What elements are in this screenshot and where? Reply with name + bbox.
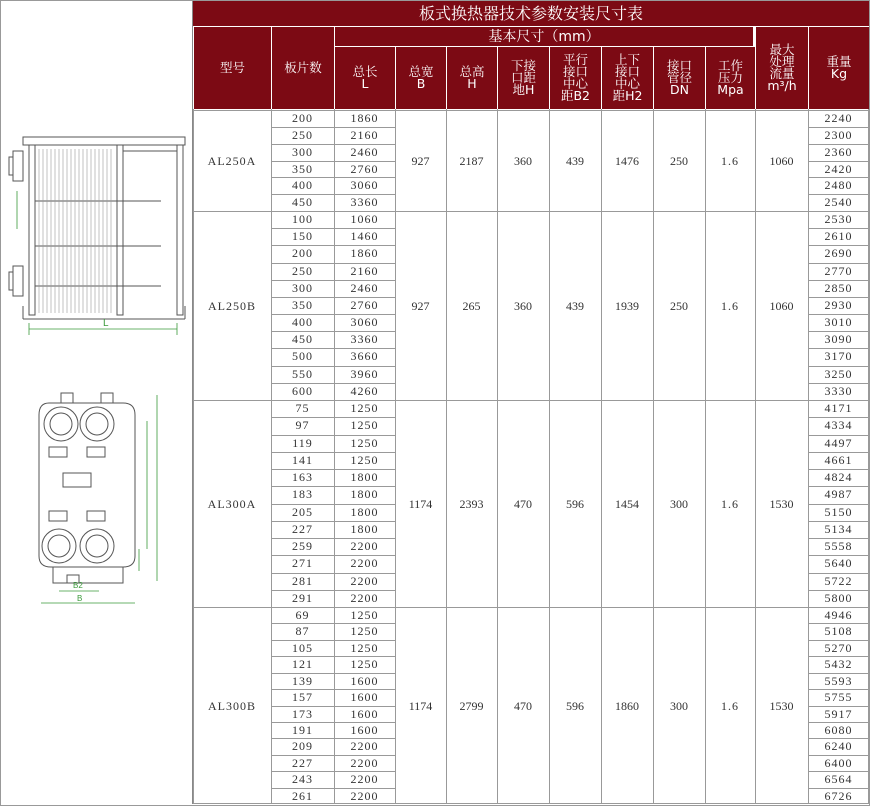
cell-weight: 2930 bbox=[824, 297, 853, 312]
cell-L: 3960 bbox=[350, 366, 379, 381]
cell-L: 1250 bbox=[350, 452, 379, 467]
cell-L: 2200 bbox=[350, 556, 379, 571]
cell-plates: 87 bbox=[295, 624, 310, 639]
cell-L: 2200 bbox=[350, 788, 379, 803]
cell-L: 2200 bbox=[350, 590, 379, 605]
header-B: 总宽 B bbox=[395, 47, 446, 109]
cell-plates: 97 bbox=[295, 418, 310, 433]
cell-L: 2460 bbox=[350, 280, 379, 295]
header-model: 型号 bbox=[193, 27, 271, 109]
cell-L: 2200 bbox=[350, 772, 379, 787]
cell-plates: 450 bbox=[292, 332, 313, 347]
cell-L: 2160 bbox=[350, 127, 379, 142]
cell-plates: 150 bbox=[292, 229, 313, 244]
cell-weight: 2300 bbox=[824, 127, 853, 142]
cell-weight: 2530 bbox=[824, 212, 853, 226]
cell-weight: 4661 bbox=[824, 452, 853, 467]
table-title: 板式换热器技术参数安装尺寸表 bbox=[193, 1, 869, 26]
cell-L: 1250 bbox=[350, 624, 379, 639]
header-pressure: 工作 压力 Mpa bbox=[705, 47, 755, 109]
cell-plates: 227 bbox=[292, 755, 313, 770]
cell-plates: 250 bbox=[292, 127, 313, 142]
cell-weight: 5800 bbox=[824, 590, 853, 605]
cell-plates: 300 bbox=[292, 280, 313, 295]
cell-B2: 439 bbox=[566, 298, 584, 313]
cell-weight: 5917 bbox=[824, 706, 853, 721]
cell-L: 1250 bbox=[350, 640, 379, 655]
cell-weight: 4987 bbox=[824, 487, 853, 502]
header-DN: 接口 管径 DN bbox=[653, 47, 705, 109]
cell-plates: 173 bbox=[292, 706, 313, 721]
cell-weight: 3010 bbox=[824, 315, 853, 330]
front-view-b2-label: B2 bbox=[73, 581, 83, 590]
cell-L: 2200 bbox=[350, 573, 379, 588]
subheader-basic-dimensions: 基本尺寸（mm） bbox=[334, 27, 753, 47]
cell-DN: 250 bbox=[670, 298, 688, 313]
cell-plates: 141 bbox=[292, 452, 313, 467]
cell-weight: 4334 bbox=[824, 418, 853, 433]
cell-plates: 350 bbox=[292, 297, 313, 312]
cell-pressure: 1.6 bbox=[721, 698, 739, 713]
cell-weight: 6240 bbox=[824, 739, 853, 754]
cell-plates: 105 bbox=[292, 640, 313, 655]
cell-model: AL300A bbox=[207, 496, 257, 511]
cell-weight: 4946 bbox=[824, 608, 853, 622]
cell-L: 1860 bbox=[350, 246, 379, 261]
cell-L: 1860 bbox=[350, 111, 379, 125]
cell-L: 3660 bbox=[350, 349, 379, 364]
cell-flow: 1060 bbox=[769, 298, 794, 313]
cell-plates: 157 bbox=[292, 690, 313, 705]
cell-weight: 2240 bbox=[824, 111, 853, 125]
cell-B2: 596 bbox=[566, 698, 584, 713]
cell-weight: 2850 bbox=[824, 280, 853, 295]
cell-weight: 2480 bbox=[824, 178, 853, 193]
cell-weight: 5640 bbox=[824, 556, 853, 571]
header-plates: 板片数 bbox=[271, 27, 334, 109]
cell-plates: 400 bbox=[292, 178, 313, 193]
cell-H: 2393 bbox=[459, 496, 484, 511]
cell-L: 1800 bbox=[350, 470, 379, 484]
cell-weight: 5108 bbox=[824, 624, 853, 639]
cell-plates: 281 bbox=[292, 573, 313, 588]
cell-L: 2460 bbox=[350, 144, 379, 159]
cell-model: AL250B bbox=[208, 298, 256, 313]
cell-weight: 6400 bbox=[824, 755, 853, 770]
cell-weight: 2540 bbox=[824, 195, 853, 210]
cell-H2: 1454 bbox=[615, 496, 639, 511]
cell-L: 1250 bbox=[350, 435, 379, 450]
header-bottom: 下接 口距 地H bbox=[497, 47, 549, 109]
cell-weight: 5150 bbox=[824, 504, 853, 519]
header-weight: 重量 Kg bbox=[808, 27, 869, 109]
cell-weight: 5755 bbox=[824, 690, 853, 705]
cell-L: 3360 bbox=[350, 195, 379, 210]
side-view-length-label: L bbox=[103, 318, 109, 329]
cell-plates: 261 bbox=[292, 788, 313, 803]
cell-plates: 100 bbox=[292, 212, 313, 226]
cell-weight: 5558 bbox=[824, 539, 853, 553]
cell-B: 927 bbox=[411, 153, 430, 168]
header-L: 总长 L bbox=[334, 47, 395, 109]
cell-plates: 600 bbox=[292, 383, 313, 398]
cell-pressure: 1.6 bbox=[721, 496, 739, 511]
cell-H2: 1476 bbox=[615, 153, 639, 168]
cell-bottom: 360 bbox=[514, 153, 532, 168]
cell-plates: 191 bbox=[292, 722, 313, 737]
cell-L: 3060 bbox=[350, 315, 379, 330]
cell-plates: 119 bbox=[292, 435, 313, 450]
cell-L: 1800 bbox=[350, 504, 379, 519]
cell-weight: 6726 bbox=[824, 788, 853, 803]
cell-pressure: 1.6 bbox=[721, 153, 739, 168]
cell-L: 1600 bbox=[350, 673, 379, 688]
cell-weight: 5134 bbox=[824, 521, 853, 536]
header-B2: 平行 接口 中心 距B2 bbox=[549, 47, 601, 109]
cell-weight: 2610 bbox=[824, 229, 853, 244]
cell-weight: 2360 bbox=[824, 144, 853, 159]
cell-L: 1250 bbox=[350, 418, 379, 433]
cell-model: AL300B bbox=[208, 698, 256, 713]
cell-plates: 75 bbox=[295, 401, 310, 415]
cell-bottom: 360 bbox=[514, 298, 532, 313]
cell-L: 1800 bbox=[350, 521, 379, 536]
cell-L: 2200 bbox=[350, 755, 379, 770]
cell-DN: 300 bbox=[670, 698, 688, 713]
cell-bottom: 470 bbox=[514, 698, 532, 713]
cell-plates: 205 bbox=[292, 504, 313, 519]
cell-plates: 300 bbox=[292, 144, 313, 159]
cell-weight: 2420 bbox=[824, 161, 853, 176]
cell-H: 265 bbox=[462, 298, 481, 313]
cell-weight: 2690 bbox=[824, 246, 853, 261]
cell-L: 1800 bbox=[350, 487, 379, 502]
cell-plates: 259 bbox=[292, 539, 313, 553]
cell-H: 2799 bbox=[459, 698, 484, 713]
cell-weight: 5722 bbox=[824, 573, 853, 588]
cell-pressure: 1.6 bbox=[721, 298, 739, 313]
cell-plates: 450 bbox=[292, 195, 313, 210]
cell-plates: 209 bbox=[292, 739, 313, 754]
cell-weight: 3090 bbox=[824, 332, 853, 347]
cell-plates: 163 bbox=[292, 470, 313, 484]
cell-plates: 250 bbox=[292, 263, 313, 278]
cell-L: 1250 bbox=[350, 608, 379, 622]
front-view-b-label: B bbox=[77, 594, 83, 603]
cell-B: 1174 bbox=[408, 496, 433, 511]
cell-L: 1060 bbox=[350, 212, 379, 226]
cell-plates: 69 bbox=[295, 608, 310, 622]
side-view-diagram bbox=[1, 1, 192, 361]
cell-plates: 227 bbox=[292, 521, 313, 536]
cell-weight: 3170 bbox=[824, 349, 853, 364]
cell-L: 2200 bbox=[350, 539, 379, 553]
header-H2: 上下 接口 中心 距H2 bbox=[601, 47, 653, 109]
cell-plates: 500 bbox=[292, 349, 313, 364]
cell-flow: 1530 bbox=[769, 496, 794, 511]
cell-plates: 400 bbox=[292, 315, 313, 330]
cell-L: 2760 bbox=[350, 297, 379, 312]
cell-plates: 350 bbox=[292, 161, 313, 176]
cell-DN: 300 bbox=[670, 496, 688, 511]
cell-weight: 2770 bbox=[824, 263, 853, 278]
cell-B2: 439 bbox=[566, 153, 584, 168]
cell-L: 2160 bbox=[350, 263, 379, 278]
cell-DN: 250 bbox=[670, 153, 688, 168]
cell-L: 1600 bbox=[350, 690, 379, 705]
cell-plates: 291 bbox=[292, 590, 313, 605]
cell-model: AL250A bbox=[207, 153, 257, 168]
cell-weight: 4824 bbox=[824, 470, 853, 484]
cell-B2: 596 bbox=[566, 496, 584, 511]
cell-L: 1600 bbox=[350, 722, 379, 737]
cell-plates: 139 bbox=[292, 673, 313, 688]
cell-L: 1600 bbox=[350, 706, 379, 721]
front-view-diagram bbox=[1, 381, 192, 611]
cell-weight: 3330 bbox=[824, 383, 853, 398]
cell-B: 1174 bbox=[408, 698, 433, 713]
cell-bottom: 470 bbox=[514, 496, 532, 511]
table-bottom bbox=[193, 803, 869, 804]
cell-weight: 5270 bbox=[824, 640, 853, 655]
cell-H: 2187 bbox=[459, 153, 484, 168]
cell-plates: 200 bbox=[292, 246, 313, 261]
cell-plates: 550 bbox=[292, 366, 313, 381]
cell-L: 3060 bbox=[350, 178, 379, 193]
cell-flow: 1530 bbox=[769, 698, 794, 713]
cell-weight: 3250 bbox=[824, 366, 853, 381]
cell-L: 1460 bbox=[350, 229, 379, 244]
diagram-panel bbox=[1, 1, 193, 804]
cell-H2: 1860 bbox=[615, 698, 639, 713]
header-flow: 最大 处理 流量 m³/h bbox=[755, 27, 808, 109]
cell-L: 2760 bbox=[350, 161, 379, 176]
cell-weight: 6564 bbox=[824, 772, 853, 787]
cell-plates: 271 bbox=[292, 556, 313, 571]
cell-L: 4260 bbox=[350, 383, 379, 398]
cell-weight: 4171 bbox=[824, 401, 853, 415]
cell-weight: 5432 bbox=[824, 657, 853, 672]
cell-weight: 5593 bbox=[824, 673, 853, 688]
cell-L: 1250 bbox=[350, 657, 379, 672]
cell-plates: 243 bbox=[292, 772, 313, 787]
cell-plates: 183 bbox=[292, 487, 313, 502]
cell-weight: 4497 bbox=[824, 435, 853, 450]
cell-L: 1250 bbox=[350, 401, 379, 415]
cell-weight: 6080 bbox=[824, 722, 853, 737]
cell-B: 927 bbox=[411, 298, 430, 313]
cell-flow: 1060 bbox=[769, 153, 794, 168]
cell-L: 2200 bbox=[350, 739, 379, 754]
cell-plates: 200 bbox=[292, 111, 313, 125]
cell-L: 3360 bbox=[350, 332, 379, 347]
cell-plates: 121 bbox=[292, 657, 313, 672]
header-H: 总高 H bbox=[446, 47, 497, 109]
cell-H2: 1939 bbox=[615, 298, 639, 313]
